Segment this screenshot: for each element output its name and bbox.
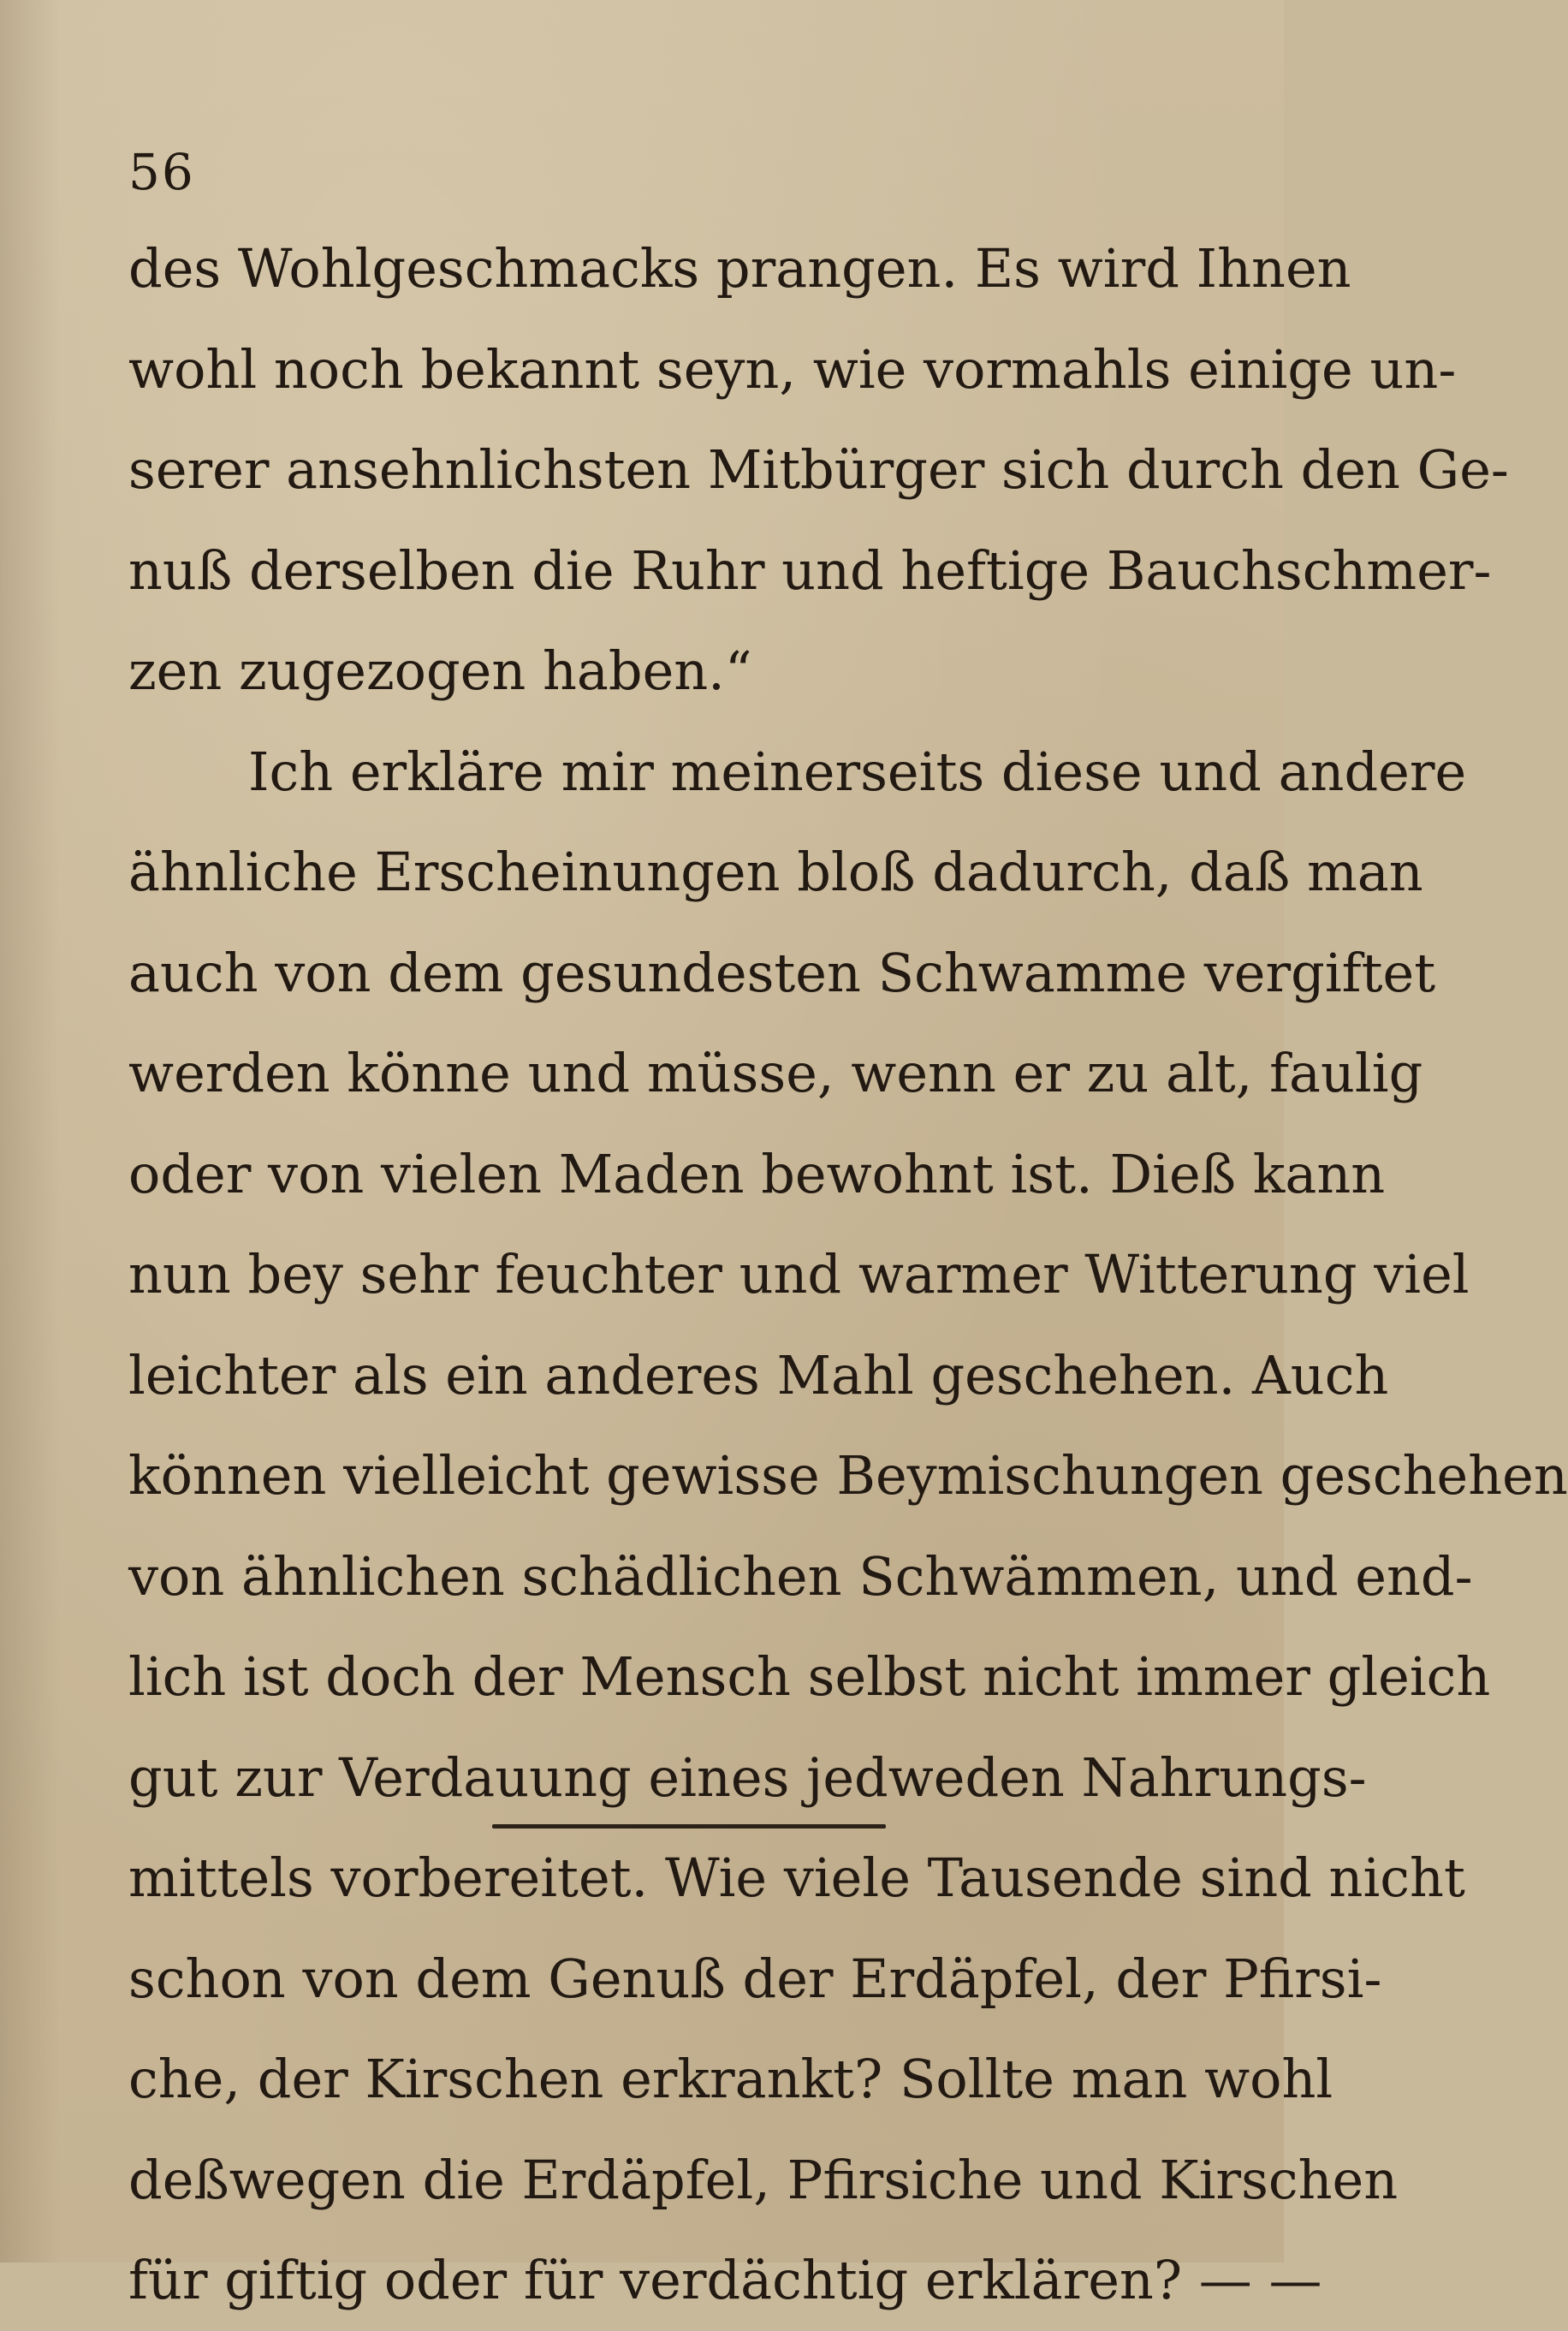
text-line: nuß derselben die Ruhr und heftige Bauchschmer-	[128, 538, 1492, 602]
text-line: zen zugezogen haben.“	[128, 639, 752, 702]
page-gutter-shadow	[0, 0, 60, 2263]
text-line: für giftig oder für verdächtig erklären? — —	[128, 2249, 1322, 2311]
text-line: ähnliche Erscheinungen bloß dadurch, daß man	[128, 841, 1423, 903]
text-line: werden könne und müsse, wenn er zu alt, faulig	[128, 1042, 1423, 1104]
text-line: nun bey sehr feuchter und warmer Witterung viel	[128, 1243, 1470, 1305]
text-line: von ähnlichen schädlichen Schwämmen, und end-	[128, 1544, 1473, 1608]
text-line: leichter als ein anderes Mahl geschehen. Auch	[128, 1343, 1389, 1406]
page-number: 56	[128, 143, 195, 201]
text-line: deßwegen die Erdäpfel, Pfirsiche und Kirschen	[128, 2148, 1399, 2211]
text-line: che, der Kirschen erkrankt? Sollte man wohl	[128, 2048, 1333, 2110]
text-line: können vielleicht gewisse Beymischungen geschehen	[128, 1444, 1568, 1507]
text-line: des Wohlgeschmacks prangen. Es wird Ihnen	[128, 237, 1351, 300]
text-line: auch von dem gesundesten Schwamme vergiftet	[128, 941, 1436, 1004]
text-line: mittels vorbereitet. Wie viele Tausende sind nicht	[128, 1846, 1465, 1909]
text-line-paragraph-start: Ich erkläre mir meinerseits diese und andere	[248, 740, 1467, 803]
body-text	[128, 218, 1568, 2331]
text-line: wohl noch bekannt seyn, wie vormahls einige un-	[128, 337, 1457, 401]
section-divider-rule	[492, 1824, 886, 1829]
text-line: gut zur Verdauung eines jedweden Nahrungs-	[128, 1745, 1367, 1809]
text-line: schon von dem Genuß der Erdäpfel, der Pfirsi-	[128, 1947, 1382, 2010]
text-line: serer ansehnlichsten Mitbürger sich durch den Ge-	[128, 438, 1509, 501]
text-line: lich ist doch der Mensch selbst nicht immer gleich	[128, 1645, 1491, 1708]
text-line: oder von vielen Maden bewohnt ist. Dieß kann	[128, 1142, 1386, 1205]
